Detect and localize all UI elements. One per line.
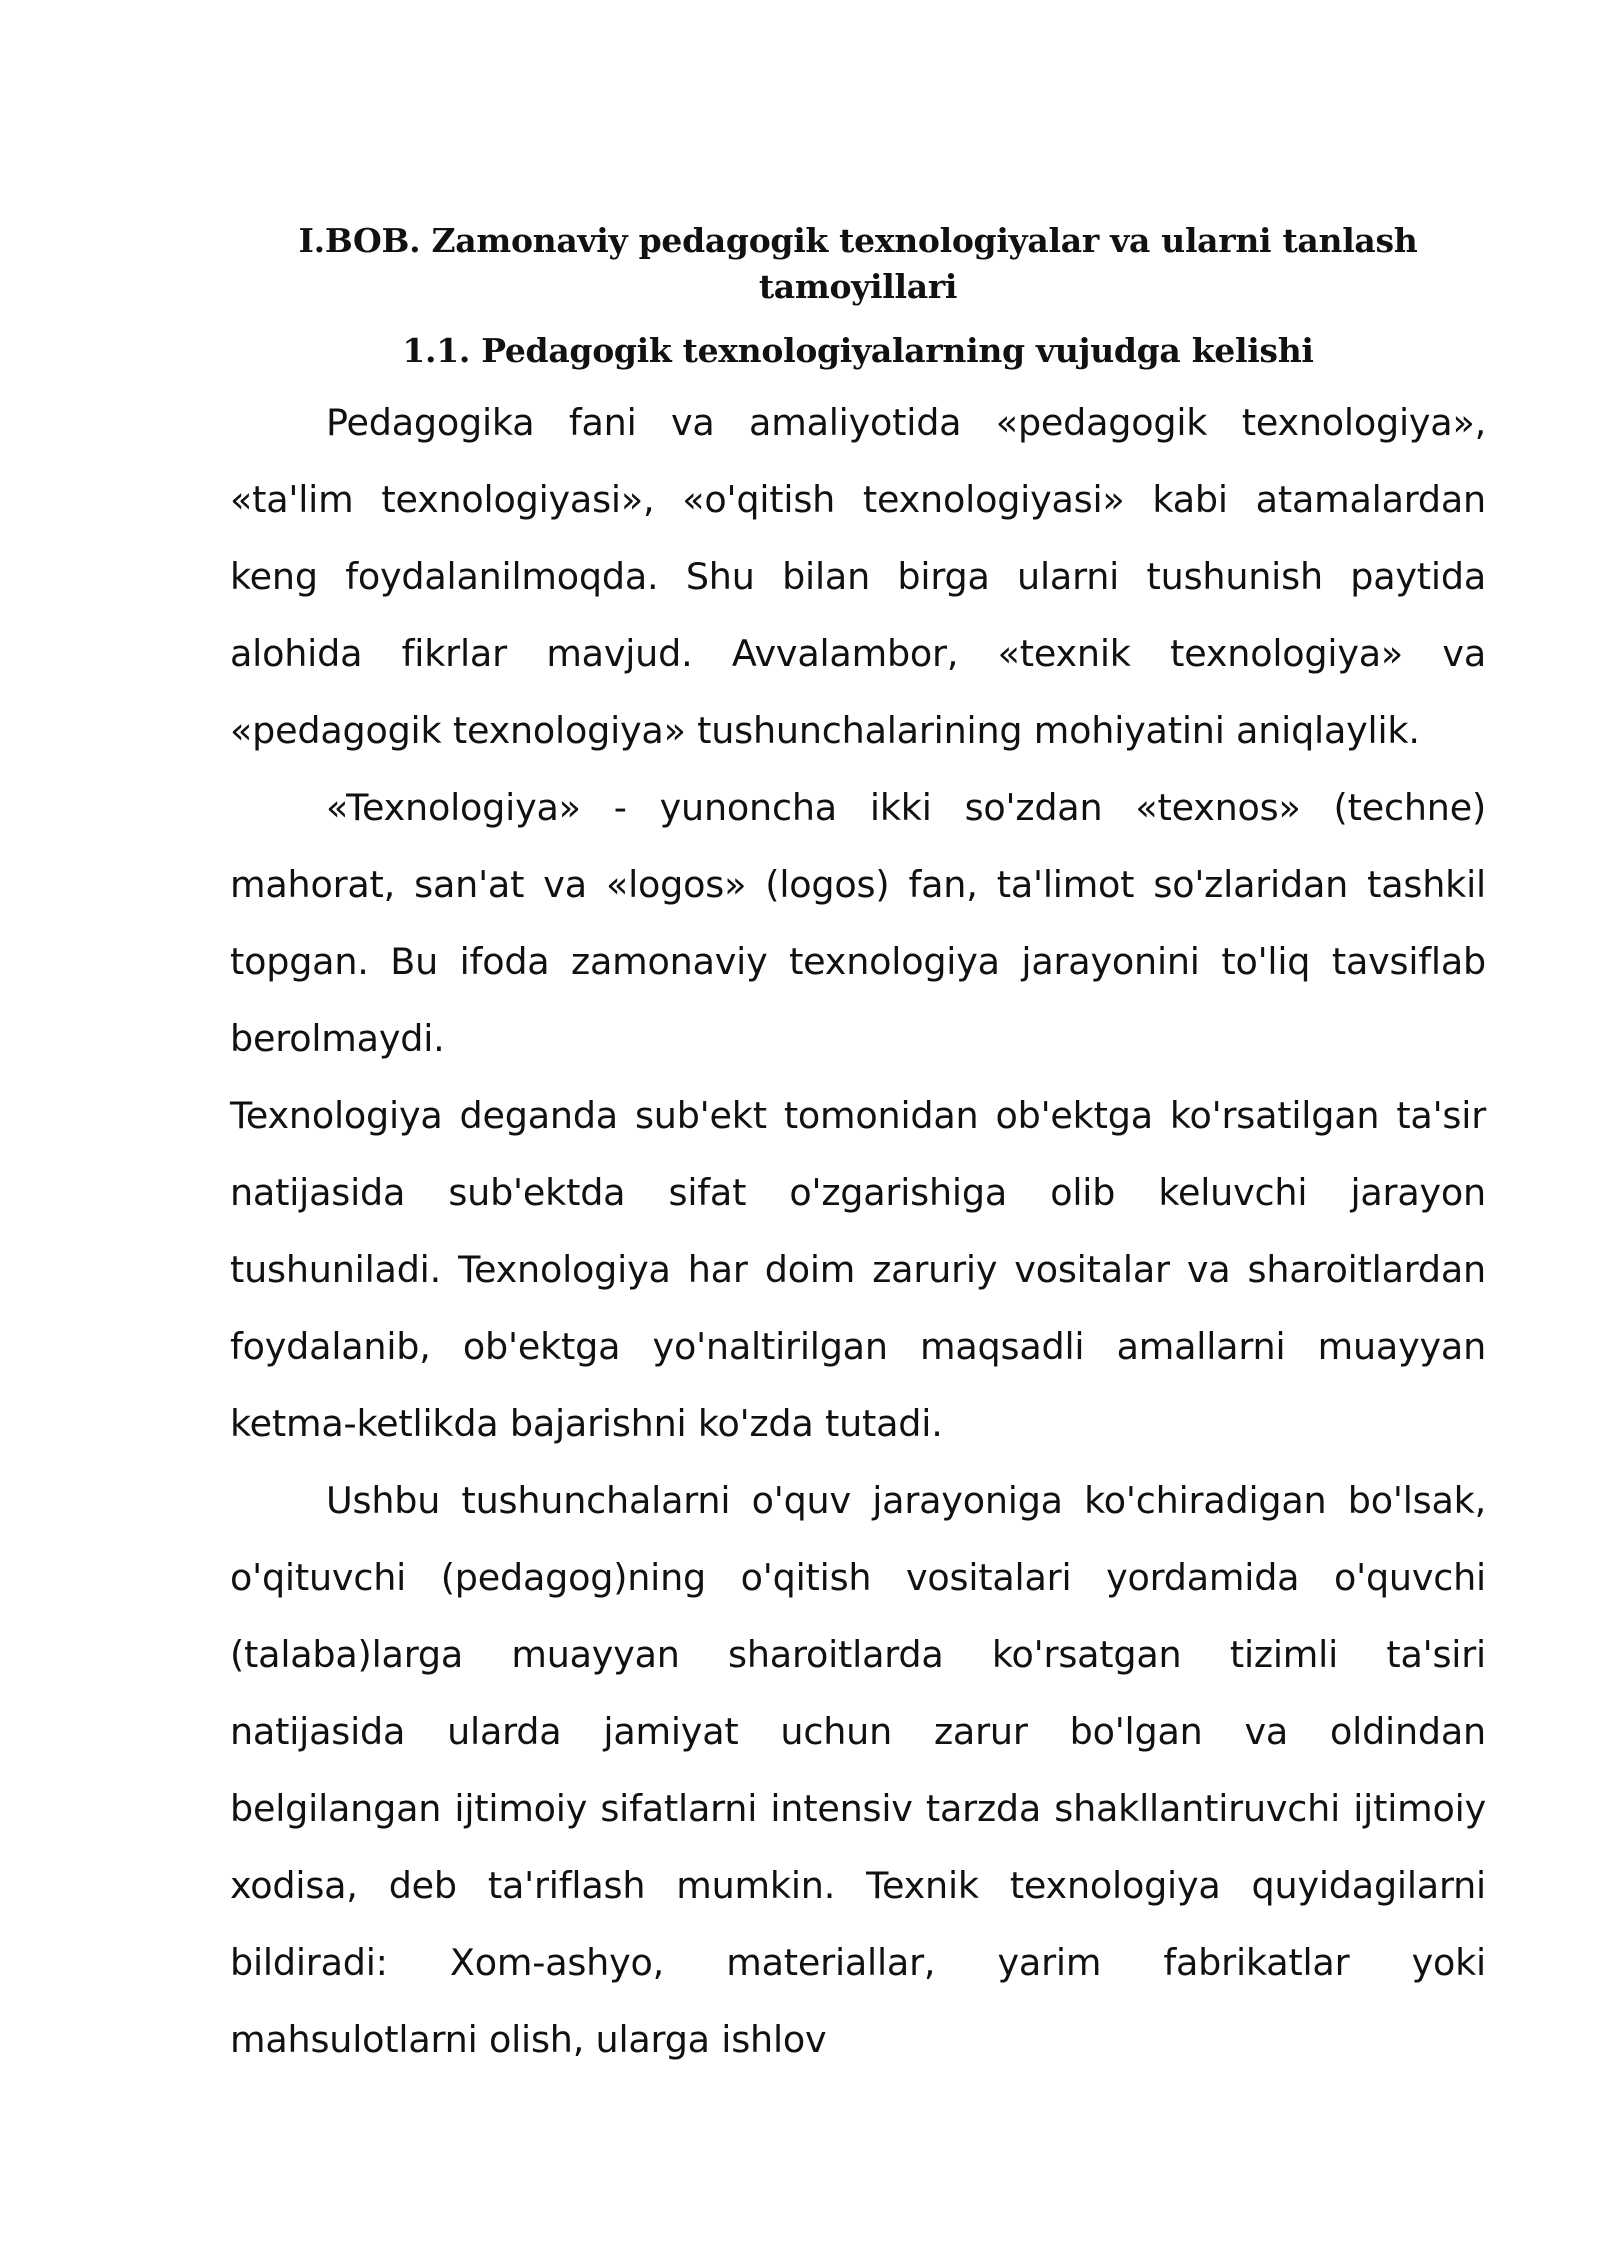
paragraph-educational-process: Ushbu tushunchalarni o'quv jarayoniga ko'chiradigan bo'lsak, o'qituvchi (pedagog)ning o'qitish vositalari yordamida o'quvchi (talaba)larga muayyan sharoitlarda ko'rsatgan tizimli ta'siri natijasida ularda jamiyat uchun zarur bo'lgan va oldindan belgilangan ijtimoiy sifatlarni intensiv tarzda shakllantiruvchi ijtimoiy xodisa, deb ta'riflash mumkin. Texnik texnologiya quyidagilarni bildiradi: Xom-ashyo, materiallar, yarim fabrikatlar yoki mahsulotlarni olish, ularga ishlov	[230, 1479, 1486, 2061]
paragraph-intro: Pedagogika fani va amaliyotida «pedagogik texnologiya», «ta'lim texnologiyasi», «o'qitish texnologiyasi» kabi atamalardan keng foydalanilmoqda. Shu bilan birga ularni tushunish paytida alohida fikrlar mavjud. Avvalambor, «texnik texnologiya» va «pedagogik texnologiya» tushunchalarining mohiyatini aniqlaylik.	[230, 401, 1486, 752]
section-title: 1.1. Pedagogik texnologiyalarning vujudga kelishi	[402, 331, 1314, 370]
paragraph-etymology: «Texnologiya» - yunoncha ikki so'zdan «texnos» (techne) mahorat, san'at va «logos» (logos) fan, ta'limot so'zlaridan tashkil topgan. Bu ifoda zamonaviy texnologiya jarayonini to'liq tavsiflab berolmaydi.	[230, 786, 1486, 1060]
chapter-title: I.BOB. Zamonaviy pedagogik texnologiyalar va ularni tanlash tamoyillari	[298, 221, 1418, 306]
document-page	[230, 218, 1486, 2078]
paragraph-definition: Texnologiya deganda sub'ekt tomonidan ob'ektga ko'rsatilgan ta'sir natijasida sub'ektda sifat o'zgarishiga olib keluvchi jarayon tushuniladi. Texnologiya har doim zaruriy vositalar va sharoitlardan foydalanib, ob'ektga yo'naltirilgan maqsadli amallarni muayyan ketma-ketlikda bajarishni ko'zda tutadi.	[230, 1094, 1486, 1445]
